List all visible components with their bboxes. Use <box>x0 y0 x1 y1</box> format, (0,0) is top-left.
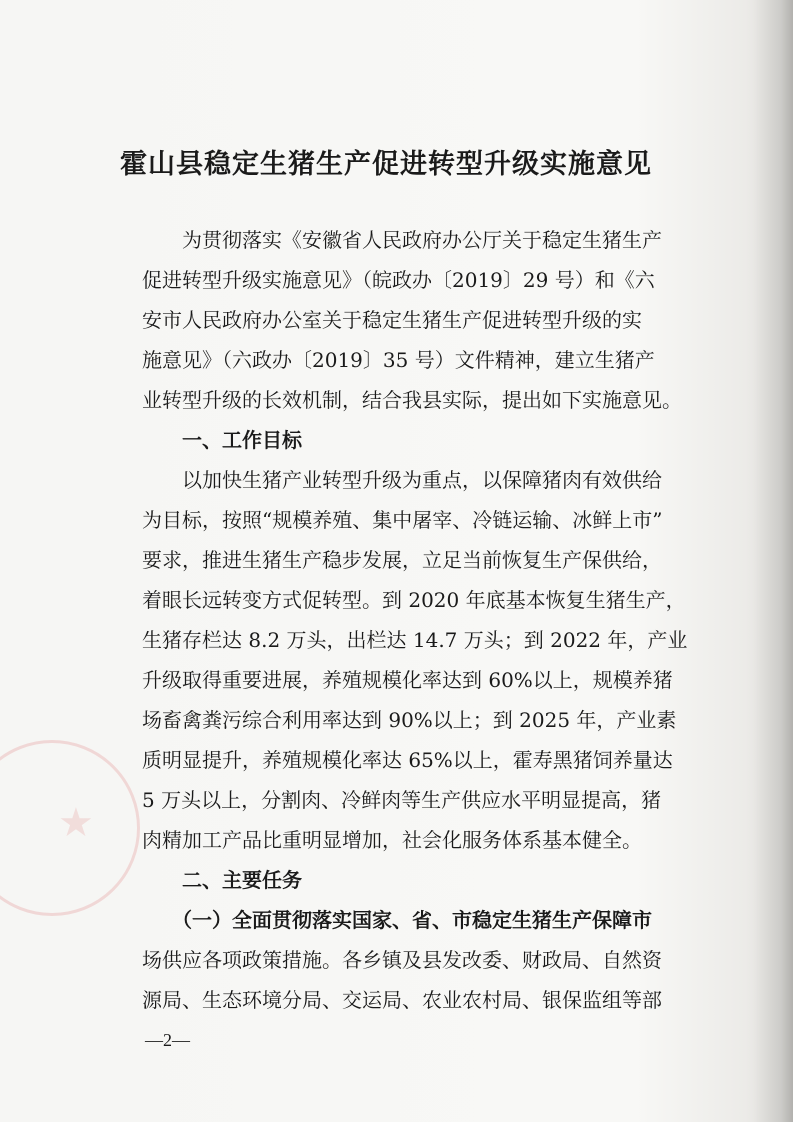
body-line: 质明显提升，养殖规模化率达 65%以上，霍寿黑猪饲养量达 <box>142 748 673 772</box>
document-body <box>142 220 732 1020</box>
page-number: —2— <box>145 1030 190 1050</box>
body-line: 场供应各项政策措施。各乡镇及县发改委、财政局、自然资 <box>142 948 662 972</box>
body-line: 为贯彻落实《安徽省人民政府办公厅关于稳定生猪生产 <box>142 228 662 252</box>
document-title: 霍山县稳定生猪生产促进转型升级实施意见 <box>120 149 652 180</box>
body-line: 5 万头以上，分割肉、冷鲜肉等生产供应水平明显提高，猪 <box>142 788 662 812</box>
body-line: 为目标，按照“规模养殖、集中屠宰、冷链运输、冰鲜上市” <box>142 508 663 532</box>
body-line: 升级取得重要进展，养殖规模化率达到 60%以上，规模养猪 <box>142 668 673 692</box>
section-heading-goals: 一、工作目标 <box>142 428 302 452</box>
body-line: 生猪存栏达 8.2 万头，出栏达 14.7 万头；到 2022 年，产业 <box>142 628 688 652</box>
page-edge-shadow <box>753 0 793 1122</box>
body-line: 促进转型升级实施意见》（皖政办〔2019〕29 号）和《六 <box>142 268 655 292</box>
body-line: 安市人民政府办公室关于稳定生猪生产促进转型升级的实 <box>142 308 642 332</box>
body-line: 着眼长远转变方式促转型。到 2020 年底基本恢复生猪生产， <box>142 588 686 612</box>
body-line: 施意见》（六政办〔2019〕35 号）文件精神，建立生猪产 <box>142 348 655 372</box>
subsection-heading: （一）全面贯彻落实国家、省、市稳定生猪生产保障市 <box>142 908 652 932</box>
body-line: 业转型升级的长效机制，结合我县实际，提出如下实施意见。 <box>142 388 682 412</box>
seal-star-icon: ★ <box>58 800 94 846</box>
body-line: 以加快生猪产业转型升级为重点，以保障猪肉有效供给 <box>142 468 662 492</box>
body-line: 肉精加工产品比重明显增加，社会化服务体系基本健全。 <box>142 828 642 852</box>
body-line: 要求，推进生猪生产稳步发展，立足当前恢复生产保供给， <box>142 548 662 572</box>
body-line: 源局、生态环境分局、交运局、农业农村局、银保监组等部 <box>142 988 662 1012</box>
body-line: 场畜禽粪污综合利用率达到 90%以上；到 2025 年，产业素 <box>142 708 677 732</box>
section-heading-tasks: 二、主要任务 <box>142 868 302 892</box>
